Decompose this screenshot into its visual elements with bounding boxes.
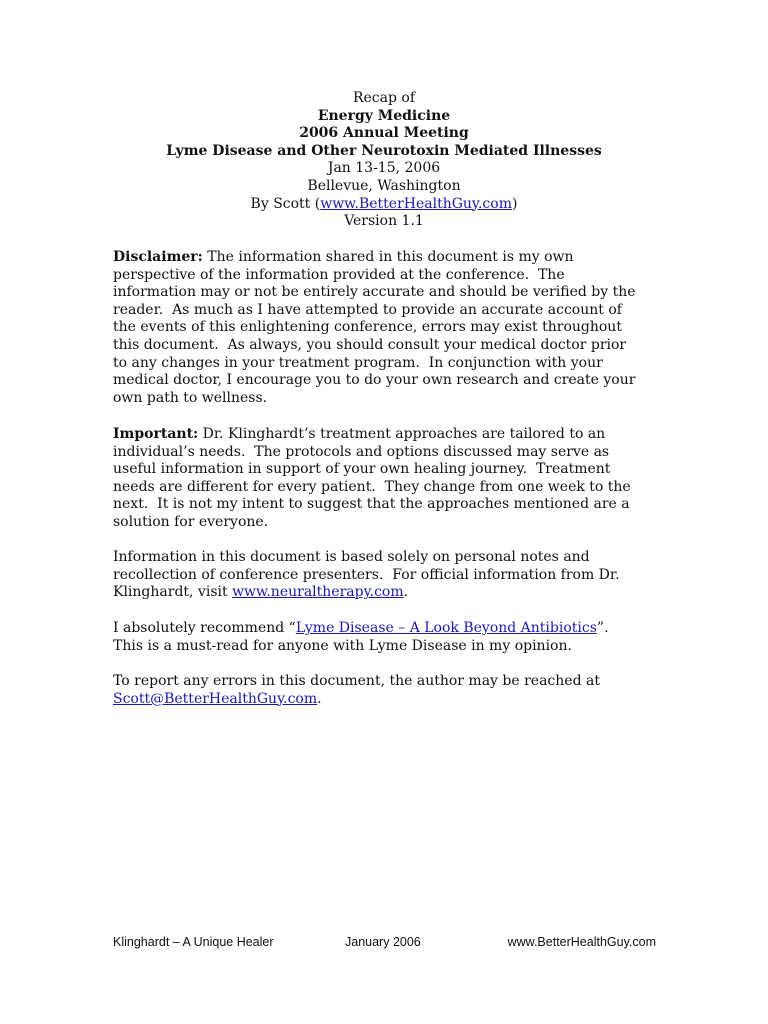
important-label: Important:	[113, 426, 199, 442]
author-site-link[interactable]: www.BetterHealthGuy.com	[320, 195, 512, 212]
author-line	[112, 196, 656, 214]
information-line	[113, 584, 661, 602]
event-name: Energy Medicine	[317, 107, 451, 124]
disclaimer-line: this document. As always, you should consult your medical doctor prior	[113, 336, 627, 353]
author-prefix: By Scott (	[250, 195, 321, 212]
information-paragraph	[113, 549, 661, 602]
footer-title: Klinghardt – A Unique Healer	[113, 935, 274, 949]
report-line: To report any errors in this document, the author may be reached at	[113, 673, 600, 689]
disclaimer-line: information may or not be entirely accurate and should be verified by the	[113, 284, 636, 301]
disclaimer-paragraph	[113, 249, 661, 407]
important-line: needs are different for every patient. They change from one week to the	[113, 478, 631, 495]
recommend-line: This is a must-read for anyone with Lyme Disease in my opinion.	[113, 637, 572, 654]
version-line: Version 1.1	[344, 213, 424, 230]
important-paragraph	[113, 426, 661, 532]
event-dates: Jan 13-15, 2006	[327, 160, 441, 177]
important-line: solution for everyone.	[113, 513, 269, 530]
recommend-line	[113, 620, 661, 638]
disclaimer-text: The information shared in this document is my own	[202, 249, 574, 265]
event-location: Bellevue, Washington	[307, 177, 461, 194]
disclaimer-line	[113, 249, 661, 267]
meeting-title: 2006 Annual Meeting	[299, 125, 469, 142]
disclaimer-label: Disclaimer:	[113, 249, 203, 265]
author-suffix: )	[511, 195, 518, 212]
document-header	[112, 90, 656, 231]
lyme-book-link[interactable]: Lyme Disease – A Look Beyond Antibiotics	[295, 620, 597, 636]
disclaimer-line: perspective of the information provided at the conference. The	[113, 266, 565, 283]
disclaimer-line: to any changes in your treatment program. In conjunction with your	[113, 354, 603, 371]
report-line	[113, 691, 661, 709]
disclaimer-line: medical doctor, I encourage you to do your own research and create your	[113, 372, 636, 389]
information-line: recollection of conference presenters. For official information from Dr.	[113, 566, 620, 583]
information-prefix: Klinghardt, visit	[113, 584, 233, 601]
recap-line: Recap of	[352, 90, 416, 106]
author-email-link[interactable]: Scott@BetterHealthGuy.com	[113, 690, 318, 707]
information-line: Information in this document is based solely on personal notes and	[113, 549, 590, 565]
footer-date: January 2006	[345, 935, 421, 949]
recommend-paragraph	[113, 620, 661, 655]
document-subtitle: Lyme Disease and Other Neurotoxin Mediated Illnesses	[166, 142, 602, 159]
report-suffix: .	[317, 690, 322, 707]
important-line: individual’s needs. The protocols and options discussed may serve as	[113, 443, 610, 460]
recommend-prefix: I absolutely recommend “	[113, 620, 296, 636]
information-suffix: .	[403, 584, 409, 601]
important-line: useful information in support of your own healing journey. Treatment	[113, 461, 611, 478]
important-line: next. It is not my intent to suggest that the approaches mentioned are a	[113, 496, 630, 513]
neuraltherapy-link[interactable]: www.neuraltherapy.com	[232, 584, 404, 601]
disclaimer-line: the events of this enlightening conference, errors may exist throughout	[113, 319, 622, 336]
disclaimer-line: own path to wellness.	[113, 389, 268, 406]
important-text: Dr. Klinghardt’s treatment approaches are tailored to an	[198, 426, 606, 442]
page-footer	[113, 933, 656, 951]
important-line	[113, 426, 661, 444]
recommend-suffix: ”.	[596, 620, 609, 636]
disclaimer-line: reader. As much as I have attempted to provide an accurate account of	[113, 301, 622, 318]
footer-site: www.BetterHealthGuy.com	[507, 935, 656, 949]
report-paragraph	[113, 673, 661, 708]
